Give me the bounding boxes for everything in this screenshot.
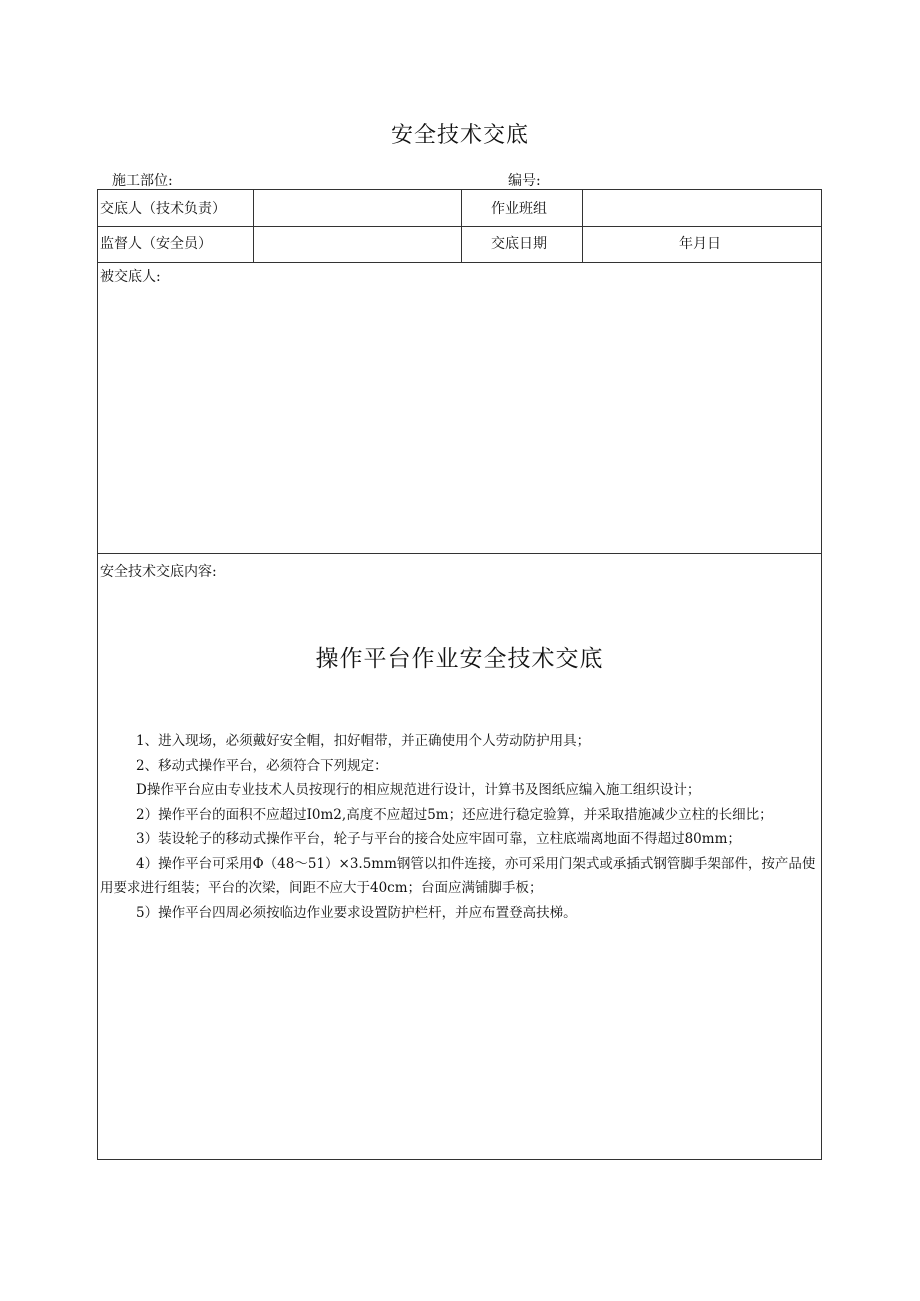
- section-divider: [98, 553, 821, 554]
- construction-location-label: 施工部位:: [112, 173, 173, 189]
- document-number-label: 编号:: [508, 173, 541, 189]
- content-heading: 操作平台作业安全技术交底: [315, 646, 604, 672]
- row-divider: [98, 226, 821, 227]
- disclosure-date-field[interactable]: 年月日: [679, 236, 721, 252]
- row-divider: [98, 262, 821, 263]
- content-paragraph: 5）操作平台四周必须按临边作业要求设置防护栏杆，并应布置登高扶梯。: [136, 904, 577, 921]
- work-team-label: 作业班组: [491, 201, 547, 217]
- column-divider: [253, 190, 254, 262]
- page-title: 安全技术交底: [390, 123, 529, 148]
- content-paragraph: D操作平台应由专业技术人员按现行的相应规范进行设计，计算书及图纸应编入施工组织设计；: [136, 782, 701, 798]
- recipients-label: 被交底人:: [100, 269, 161, 285]
- content-paragraph: 3）装设轮子的移动式操作平台，轮子与平台的接合处应牢固可靠，立柱底端离地面不得超过80mm；: [136, 831, 741, 847]
- content-label: 安全技术交底内容:: [100, 564, 217, 580]
- content-paragraph: 2）操作平台的面积不应超过I0m2,高度不应超过5m；还应进行稳定验算，并采取措施减少立柱的长细比；: [136, 806, 773, 823]
- disclosure-date-label: 交底日期: [491, 236, 547, 252]
- column-divider: [582, 190, 583, 262]
- supervisor-label: 监督人（安全员）: [100, 236, 212, 252]
- column-divider: [461, 190, 462, 262]
- content-paragraph: 2、移动式操作平台，必须符合下列规定：: [136, 757, 388, 774]
- disclosure-form: [97, 189, 822, 1160]
- discloser-label: 交底人（技术负责）: [100, 201, 226, 217]
- content-body: [98, 729, 823, 925]
- content-paragraph: 4）操作平台可采用Φ（48～51）×3.5mm钢管以扣件连接，亦可采用门架式或承插式钢管脚手架部件，按产品使用要求进行组装；平台的次梁，间距不应大于40cm；台面应满铺脚手板；: [100, 855, 816, 896]
- content-paragraph: 1、进入现场，必须戴好安全帽，扣好帽带，并正确使用个人劳动防护用具；: [136, 733, 591, 749]
